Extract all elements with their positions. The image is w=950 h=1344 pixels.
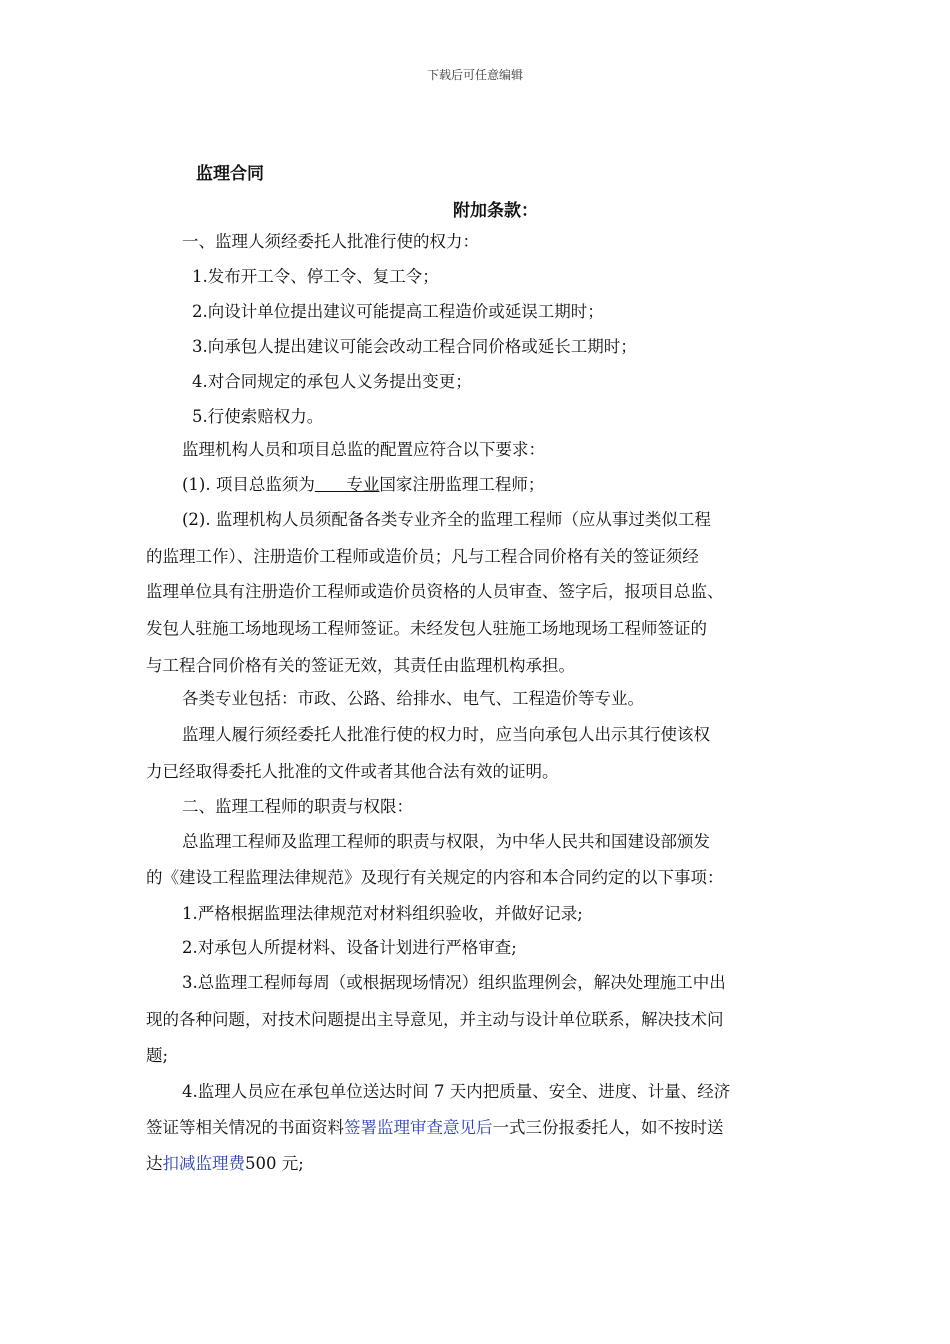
page-header: 下载后可任意编辑 [426,68,523,82]
review-opinion-link[interactable]: 签署监理审查意见后 [344,1118,493,1137]
power-item: 1.发布开工令、停工令、复工令； [192,267,439,286]
duties-intro-line: 的《建设工程监理法律规范》及现行有关规定的内容和本合同约定的以下事项： [146,868,724,887]
requirement-1-suffix: 国家注册监理工程师； [379,475,545,494]
power-item: 2.向设计单位提出建议可能提高工程造价或延误工期时； [192,302,604,321]
duty-item-3-line: 题; [146,1046,169,1065]
requirement-2-line: 与工程合同价格有关的签证无效，其责任由监理机构承担。 [146,656,575,675]
duty-4-text: 达 [146,1154,163,1173]
exercise-paragraph-line: 监理人履行须经委托人批准行使的权力时，应当向承包人出示其行使该权 [182,725,710,744]
duty-item-4-line [146,1154,304,1174]
requirement-2-line: 发包人驻施工场地现场工程师签证。未经发包人驻施工场地现场工程师签证的 [146,619,707,638]
duty-item-3-line: 现的各种问题，对技术问题提出主导意见，并主动与设计单位联系，解决技术问 [146,1010,724,1029]
power-item: 3.向承包人提出建议可能会改动工程合同价格或延长工期时； [192,337,637,356]
document-title: 监理合同 [196,164,264,184]
duty-item-3-line: 3.总监理工程师每周（或根据现场情况）组织监理例会，解决处理施工中出 [182,973,726,992]
duty-item-4-line: 4.监理人员应在承包单位送达时间 7 天内把质量、安全、进度、计量、经济 [182,1082,731,1101]
requirement-1 [182,475,544,495]
section1-heading: 一、监理人须经委托人批准行使的权力： [182,232,479,251]
duty-item-1: 1.严格根据监理法律规范对材料组织验收，并做好记录; [182,904,583,923]
requirement-2-line: (2). 监理机构人员须配备各类专业齐全的监理工程师（应从事过类似工程 [182,510,711,529]
requirement-1-prefix: (1). 项目总监须为 [182,475,315,494]
fee-deduction-link[interactable]: 扣减监理费 [162,1154,245,1173]
specialties-paragraph: 各类专业包括：市政、公路、给排水、电气、工程造价等专业。 [182,689,644,708]
requirement-2-line: 的监理工作）、注册造价工程师或造价员；凡与工程合同价格有关的签证须经 [146,547,699,566]
duty-4-text: 签证等相关情况的书面资料 [146,1118,344,1137]
duties-intro-line: 总监理工程师及监理工程师的职责与权限，为中华人民共和国建设部颁发 [182,832,710,851]
power-item: 5.行使索赔权力。 [192,407,324,426]
requirement-1-blank: 专业 [314,475,380,494]
duty-item-4-line [146,1118,724,1138]
duty-item-2: 2.对承包人所提材料、设备计划进行严格审查; [182,938,517,957]
staffing-intro: 监理机构人员和项目总监的配置应符合以下要求： [182,440,545,459]
exercise-paragraph-line: 力已经取得委托人批准的文件或者其他合法有效的证明。 [146,762,559,781]
duty-4-text: 500 元; [245,1154,304,1173]
section2-heading: 二、监理工程师的职责与权限： [182,797,413,816]
document-subtitle: 附加条款： [453,201,538,221]
duty-4-text: 一式三份报委托人，如不按时送 [492,1118,724,1137]
requirement-2-line: 监理单位具有注册造价工程师或造价员资格的人员审查、签字后，报项目总监、 [146,582,724,601]
power-item: 4.对合同规定的承包人义务提出变更； [192,372,472,391]
